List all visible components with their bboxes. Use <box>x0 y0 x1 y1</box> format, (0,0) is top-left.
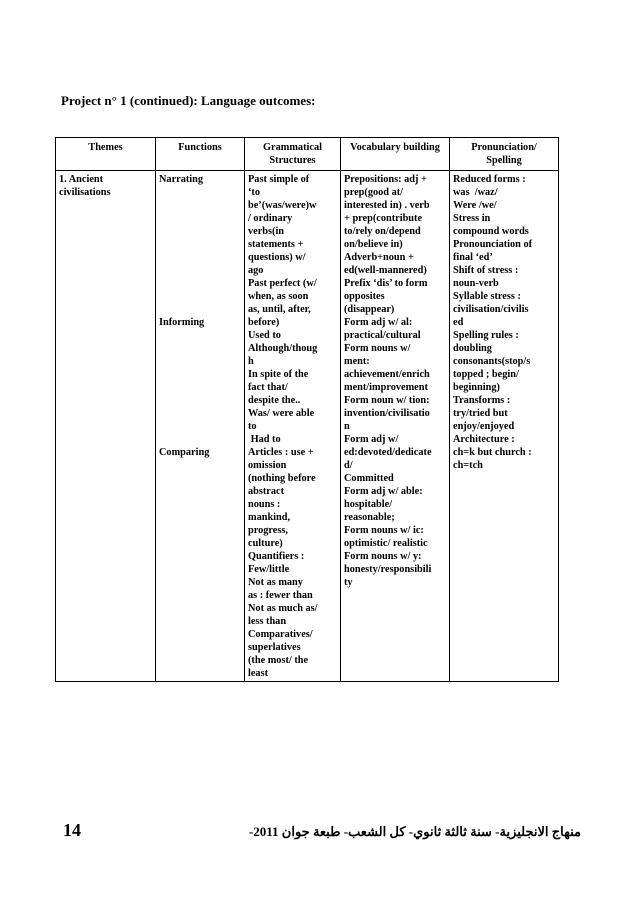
header-functions: Functions <box>156 138 245 171</box>
cell-line: Form nouns w/ ic: <box>344 525 424 536</box>
cell-line: enjoy/enjoyed <box>453 421 515 432</box>
cell-line: hospitable/ <box>344 499 393 510</box>
cell-line: Committed <box>344 473 394 484</box>
cell-line: as, until, after, <box>248 304 311 315</box>
cell-line: Comparatives/ <box>248 629 313 640</box>
cell-line: Pronounciation of <box>453 239 533 250</box>
cell-line: Articles : use + <box>248 447 314 458</box>
cell-line: topped ; begin/ <box>453 369 519 380</box>
cell-line: before) <box>248 317 280 328</box>
cell-line: Form nouns w/ <box>344 343 411 354</box>
cell-line: Form adj w/ al: <box>344 317 413 328</box>
cell-line: Spelling rules : <box>453 330 519 341</box>
cell-line: Form adj w/ able: <box>344 486 423 497</box>
cell-line: omission <box>248 460 287 471</box>
header-themes: Themes <box>56 138 156 171</box>
cell-line: final ‘ed’ <box>453 252 493 263</box>
cell-line: Shift of stress : <box>453 265 519 276</box>
cell-line: Although/thoug <box>248 343 318 354</box>
cell-line: interested in) . verb <box>344 200 430 211</box>
cell-line: reasonable; <box>344 512 395 523</box>
cell-line: Form noun w/ tion: <box>344 395 430 406</box>
cell-line: noun-verb <box>453 278 499 289</box>
cell-line: superlatives <box>248 642 301 653</box>
page-number: 14 <box>63 820 81 840</box>
cell-line: Past perfect (w/ <box>248 278 317 289</box>
header-pronunciation-spelling: Pronunciation/ Spelling <box>450 138 559 171</box>
cell-line: Used to <box>248 330 281 341</box>
cell-line: civilisation/civilis <box>453 304 529 315</box>
cell-line: invention/civilisatio <box>344 408 430 419</box>
cell-line: ed <box>453 317 464 328</box>
cell-line: ment: <box>344 356 370 367</box>
cell-line: Had to <box>248 434 281 445</box>
header-vocabulary-building: Vocabulary building <box>341 138 450 171</box>
table-row <box>56 171 559 682</box>
cell-line: + prep(contribute <box>344 213 423 224</box>
cell-line: (the most/ the <box>248 655 309 666</box>
cell-line: consonants(stop/s <box>453 356 531 367</box>
cell-line: practical/cultural <box>344 330 421 341</box>
cell-line: achievement/enrich <box>344 369 430 380</box>
cell-line: ed:devoted/dedicate <box>344 447 432 458</box>
header-grammatical-structures: Grammatical Structures <box>245 138 341 171</box>
cell-line: abstract <box>248 486 285 497</box>
cell-line: to/rely on/depend <box>344 226 421 237</box>
cell-line: culture) <box>248 538 283 549</box>
cell-line: Architecture : <box>453 434 515 445</box>
cell-line: as : fewer than <box>248 590 313 601</box>
cell-line: on/believe in) <box>344 239 403 250</box>
cell-line: nouns : <box>248 499 281 510</box>
table-header-row <box>56 138 559 171</box>
function-informing: Informing <box>159 317 205 328</box>
cell-line: Were /we/ <box>453 200 497 211</box>
cell-line: ago <box>248 265 264 276</box>
cell-line: Transforms : <box>453 395 511 406</box>
cell-line: least <box>248 668 269 679</box>
cell-line: Adverb+noun + <box>344 252 414 263</box>
cell-line: be’(was/were)w <box>248 200 317 211</box>
language-outcomes-table <box>55 137 559 682</box>
cell-line: ch=tch <box>453 460 483 471</box>
cell-line: beginning) <box>453 382 500 393</box>
cell-line: n <box>344 421 350 432</box>
cell-line: Form adj w/ <box>344 434 399 445</box>
cell-line: fact that/ <box>248 382 288 393</box>
cell-line: Few/little <box>248 564 290 575</box>
cell-line: Syllable stress : <box>453 291 521 302</box>
cell-line: ment/improvement <box>344 382 428 393</box>
cell-line: optimistic/ realistic <box>344 538 428 549</box>
cell-line: ed(well-mannered) <box>344 265 427 276</box>
cell-line: ch=k but church : <box>453 447 532 458</box>
functions-cell <box>156 171 245 682</box>
cell-line: Not as much as/ <box>248 603 318 614</box>
footer-arabic-text: منهاج الانجليزية- سنة ثالثة ثانوي- كل الشعب- طبعة جوان 2011- <box>248 824 581 839</box>
grammatical-structures-cell <box>245 171 341 682</box>
cell-line: to <box>248 421 257 432</box>
cell-line: Past simple of <box>248 174 310 185</box>
cell-line: Not as many <box>248 577 303 588</box>
cell-line: Prepositions: adj + <box>344 174 427 185</box>
cell-line: Form nouns w/ y: <box>344 551 422 562</box>
cell-line: mankind, <box>248 512 291 523</box>
cell-line: h <box>248 356 254 367</box>
cell-line: In spite of the <box>248 369 309 380</box>
cell-line: honesty/responsibili <box>344 564 432 575</box>
cell-line: progress, <box>248 525 288 536</box>
cell-line: Quantifiers : <box>248 551 305 562</box>
vocabulary-building-cell <box>341 171 450 682</box>
cell-line: less than <box>248 616 287 627</box>
cell-line: prep(good at/ <box>344 187 404 198</box>
cell-line: compound words <box>453 226 529 237</box>
cell-line: was /waz/ <box>453 187 498 198</box>
function-narrating: Narrating <box>159 174 204 185</box>
theme-cell: 1. Ancient civilisations <box>56 171 156 682</box>
cell-line: d/ <box>344 460 353 471</box>
cell-line: ty <box>344 577 353 588</box>
cell-line: opposites <box>344 291 385 302</box>
cell-line: Was/ were able <box>248 408 315 419</box>
cell-line: when, as soon <box>248 291 309 302</box>
cell-line: doubling <box>453 343 492 354</box>
cell-line: ‘to <box>248 187 261 198</box>
cell-line: Reduced forms : <box>453 174 526 185</box>
cell-line: statements + <box>248 239 304 250</box>
cell-line: verbs(in <box>248 226 285 237</box>
cell-line: despite the.. <box>248 395 301 406</box>
cell-line: (disappear) <box>344 304 395 315</box>
cell-line: Stress in <box>453 213 491 224</box>
cell-line: (nothing before <box>248 473 316 484</box>
pronunciation-spelling-cell <box>450 171 559 682</box>
page-title: Project n° 1 (continued): Language outcomes: <box>61 93 316 108</box>
cell-line: / ordinary <box>248 213 293 224</box>
cell-line: try/tried but <box>453 408 508 419</box>
cell-line: questions) w/ <box>248 252 306 263</box>
cell-line: Prefix ‘dis’ to form <box>344 278 428 289</box>
function-comparing: Comparing <box>159 447 210 458</box>
